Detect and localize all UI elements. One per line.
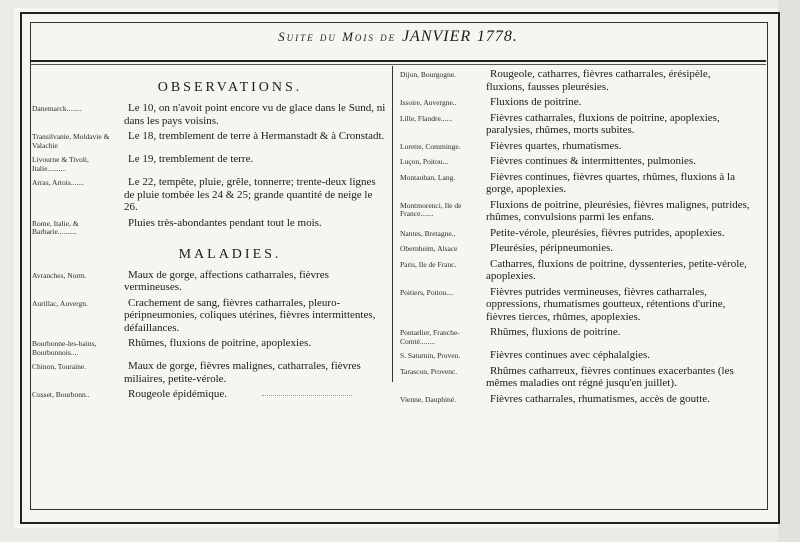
entry-text: Crachement de sang, fièvres catharrales, pleuro-péripneumonies, coliques utérines, fièvres intermittentes, défaillances.	[124, 296, 376, 334]
place-name: Arras, Artois.......	[32, 178, 84, 187]
place-name: Luçon, Poitou...	[400, 157, 449, 166]
entry-row	[400, 140, 752, 153]
place-name: Poitiers, Poitou....	[400, 287, 454, 297]
entry-text: Fluxions de poitrine, pleurésies, fièvres malignes, putrides, rhûmes, convulsions parmi les enfans.	[486, 198, 750, 223]
place-name: Paris, Ile de Franc.	[400, 259, 457, 269]
place-name: Aurillac, Auvergn.	[32, 298, 88, 308]
entry-row	[400, 286, 752, 324]
entry-text: Le 10, on n'avoit point encore vu de glace dans le Sund, ni dans les pays voisins.	[124, 102, 386, 127]
entry-row	[400, 68, 752, 93]
place-name: Montauban, Lang.	[400, 172, 456, 182]
place-name: Chinon, Touraine.	[32, 362, 87, 371]
entry-text: Fièvres putrides vermineuses, fièvres catharrales, oppressions, rhumatismes goutteux, rétentions d'urine, fièvres tierces, rhûmes, apoplexies.	[486, 285, 726, 323]
entry-text: Maux de gorge, fièvres malignes, catharrales, fièvres miliaires, petite-vérole.	[124, 360, 361, 385]
header-rule-thick	[30, 60, 766, 62]
entry-text: Catharres, fluxions de poitrine, dyssenteries, petite-vérole, apoplexies.	[486, 257, 747, 282]
entry-row	[400, 227, 752, 240]
entry-row	[32, 297, 388, 335]
place-name: Obernheim, Alsace	[400, 244, 458, 253]
place-name: Nantes, Bretagne..	[400, 228, 456, 238]
entry-text: Pluies très-abondantes pendant tout le mois.	[128, 216, 322, 229]
scan-edge	[778, 0, 800, 542]
maladies-list	[32, 269, 388, 401]
place-name: Issoire, Auvergne..	[400, 98, 457, 107]
place-name: Livourne & Tivoli, Italie..........	[32, 155, 89, 173]
entry-row	[32, 360, 388, 385]
maladies-title: MALADIES.	[178, 246, 282, 262]
header-year: 1778.	[476, 28, 518, 45]
place-name: Dijon, Bourgogne.	[400, 70, 456, 79]
entry-text: Fièvres continues avec céphalalgies.	[490, 349, 651, 361]
place-name: Tarascon, Provenc.	[400, 366, 458, 376]
entry-text: Fièvres continues & intermittentes, pulmonies.	[490, 155, 696, 167]
entry-row	[32, 153, 388, 173]
footer-mark	[262, 395, 352, 396]
place-name: Lorette, Comminge.	[400, 141, 461, 151]
entry-row	[32, 269, 388, 294]
entry-text: Maux de gorge, affections catharrales, fièvres vermineuses.	[124, 268, 329, 293]
entry-row	[400, 326, 752, 346]
entry-text: Rhûmes, fluxions de poitrine.	[490, 326, 621, 338]
place-name: Montmorenci, Ile de France.......	[400, 200, 462, 218]
entry-text: Le 19, tremblement de terre.	[128, 153, 254, 165]
entry-text: Fluxions de poitrine.	[490, 96, 582, 108]
entry-text: Le 22, tempête, pluie, grêle, tonnerre; trente-deux lignes de pluie tombée les 24 & 25; grande quantité de neige le 26.	[124, 176, 376, 213]
entry-text: Le 18, tremblement de terre à Hermanstadt & à Cronstadt.	[128, 130, 385, 142]
entry-row	[400, 96, 752, 109]
entry-row	[32, 130, 388, 150]
place-name: Avranches, Norm.	[32, 270, 87, 280]
header-prefix: Suite du Mois de	[278, 29, 397, 44]
entry-row	[400, 155, 752, 168]
entry-text: Fièvres catharrales, fluxions de poitrine, apoplexies, paralysies, rhûmes, morts subites.	[486, 111, 720, 136]
place-name: Lille, Flandre......	[400, 113, 453, 123]
place-name: Pontarlier, Franche-Comté........	[400, 328, 460, 346]
entry-row	[32, 102, 388, 127]
place-name: Transilvanie, Moldavie & Valachie	[32, 132, 110, 150]
entry-row	[32, 217, 388, 237]
entry-row	[400, 258, 752, 283]
observations-list	[32, 102, 388, 237]
place-name: S. Saturnin, Proven.	[400, 351, 461, 360]
column-divider	[392, 66, 393, 382]
entry-text: Rhûmes catharreux, fièvres continues exacerbantes (les mêmes maladies ont régné jusqu'en juillet).	[486, 364, 734, 389]
entry-text: Pleurésies, péripneumonies.	[490, 242, 614, 254]
entry-text: Rougeole épidémique.	[128, 388, 227, 400]
header-rule-thin	[30, 64, 766, 65]
entry-text: Petite-vérole, pleurésies, fièvres putrides, apoplexies.	[490, 226, 725, 239]
entry-row	[400, 199, 752, 224]
entry-row	[400, 393, 752, 406]
entry-row	[32, 176, 388, 214]
entry-text: Fièvres continues, fièvres quartes, rhûmes, fluxions à la gorge, apoplexies.	[486, 170, 735, 195]
entry-text: Fièvres catharrales, rhumatismes, accès de goutte.	[490, 392, 710, 405]
left-column	[32, 72, 388, 404]
place-name: Cusset, Bourbonn..	[32, 390, 90, 399]
place-name: Danemarck........	[32, 104, 82, 113]
place-name: Vienne, Dauphiné.	[400, 394, 456, 404]
observations-title: OBSERVATIONS.	[157, 80, 303, 95]
entry-row	[32, 337, 388, 357]
place-name: Bourbonne-les-bains, Bourbonnois....	[32, 339, 97, 357]
entry-row	[400, 112, 752, 137]
header-month: JANVIER	[401, 28, 472, 45]
maladies-list-continued	[400, 68, 752, 405]
entry-text: Rougeole, catharres, fièvres catharrales, érésipèle, fluxions, fausses pleurésies.	[486, 68, 711, 93]
entry-row	[400, 349, 752, 362]
entry-text: Rhûmes, fluxions de poitrine, apoplexies.	[128, 337, 311, 349]
entry-row	[400, 171, 752, 196]
place-name: Rome, Italie, & Barbarie..........	[32, 218, 79, 236]
entry-row	[400, 242, 752, 255]
entry-row	[400, 365, 752, 390]
right-column	[400, 68, 752, 408]
entry-text: Fièvres quartes, rhumatismes.	[490, 139, 622, 152]
running-header	[30, 28, 766, 56]
